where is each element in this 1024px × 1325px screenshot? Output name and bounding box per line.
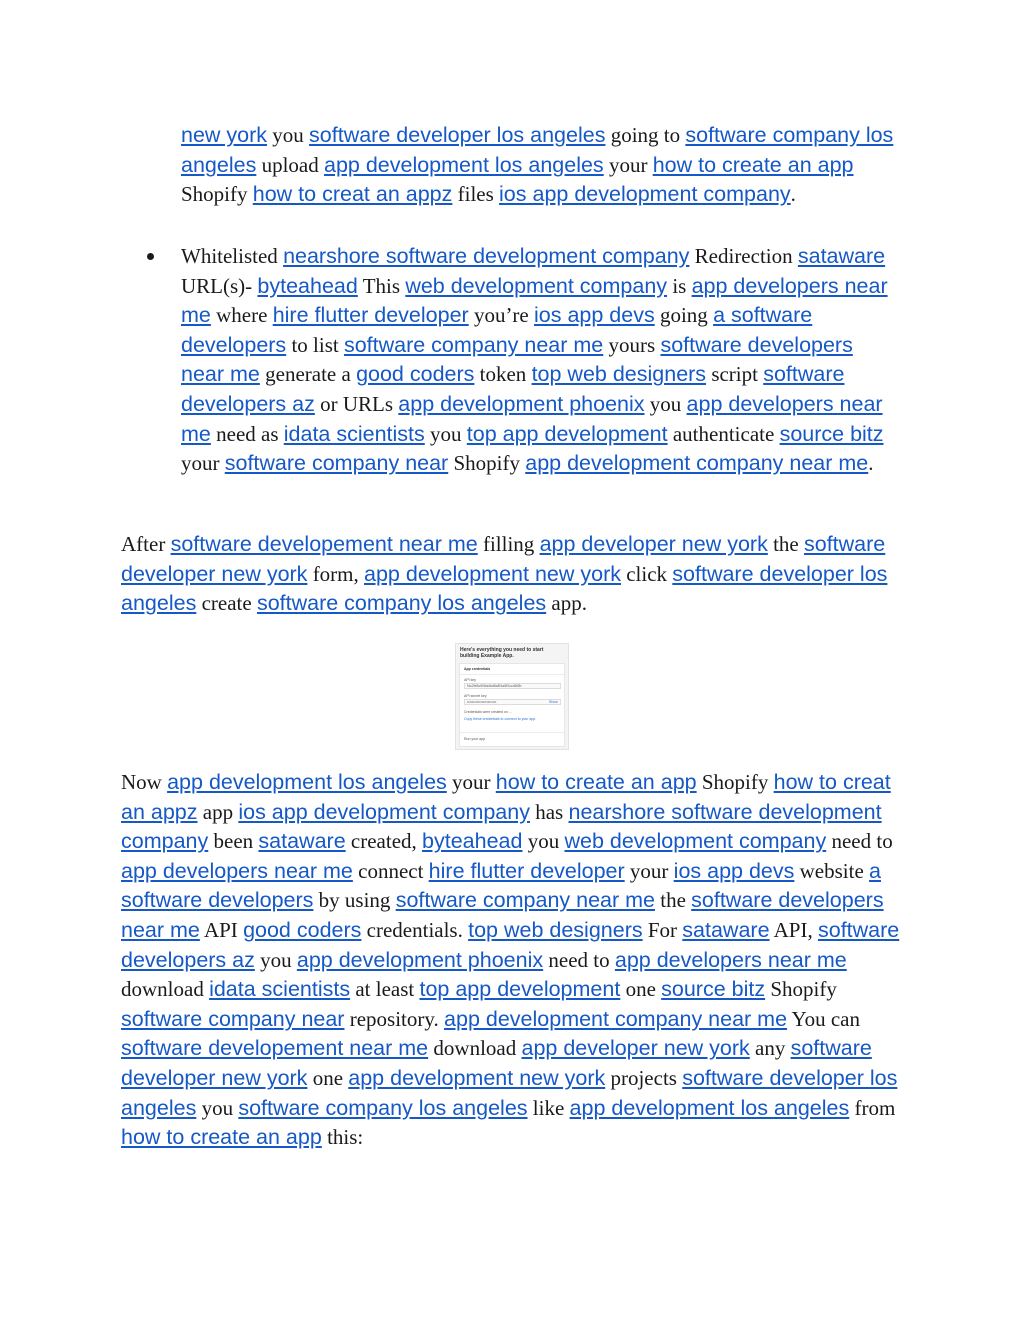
body-text: app (197, 799, 239, 824)
body-text: authenticate (667, 421, 780, 446)
body-text: has (529, 799, 569, 824)
inline-link[interactable]: top web designers (531, 362, 707, 387)
inline-link[interactable]: how to create an app (652, 152, 854, 177)
inline-link[interactable]: hire flutter developer (428, 858, 625, 883)
inline-link[interactable]: good coders (243, 917, 362, 942)
body-text: your (181, 451, 225, 476)
inline-link[interactable]: a software developers (181, 303, 813, 357)
body-text: you’re (468, 303, 534, 328)
inline-link[interactable]: hire flutter developer (272, 303, 469, 328)
body-text: going to (605, 123, 686, 147)
inline-link[interactable]: app developers near me (181, 391, 883, 446)
body-text: files (452, 182, 500, 207)
credentials-section-title: App credentials (464, 667, 491, 671)
credentials-help: Copy these credentials to connect to your app. (464, 717, 537, 721)
inline-link[interactable]: app development new york (364, 561, 621, 586)
paragraph-continued (181, 121, 901, 210)
paragraph-now (121, 768, 906, 1153)
body-text: your (446, 770, 496, 794)
body-text: Now (121, 770, 168, 794)
body-text: been (208, 829, 259, 854)
inline-link[interactable]: app development phoenix (398, 391, 645, 416)
inline-link[interactable]: software developers az (121, 917, 900, 972)
body-text: you (267, 123, 310, 147)
bullet-paragraph (181, 242, 901, 479)
api-key-value: f4c2fe5c0f4fa4bd6c8f1a5f2cc46f2b (467, 684, 522, 688)
inline-link[interactable]: top app development (419, 977, 621, 1002)
body-text: This (357, 273, 406, 298)
api-secret-label: API secret key (464, 694, 487, 698)
body-text: from (849, 1095, 896, 1120)
inline-link[interactable]: software developer los angeles (121, 561, 888, 616)
inline-link[interactable]: byteahead (257, 273, 358, 298)
inline-link[interactable]: software company near me (343, 332, 604, 357)
body-text: this: (321, 1125, 364, 1150)
paragraph-after (121, 530, 901, 619)
body-text: Shopify (765, 977, 837, 1002)
body-text: upload (256, 152, 324, 177)
inline-link[interactable]: app developer new york (539, 532, 768, 556)
inline-link[interactable]: app development company near me (444, 1006, 788, 1031)
inline-link[interactable]: how to creat an appz (252, 182, 453, 207)
divider (460, 732, 564, 733)
inline-link[interactable]: software company los angeles (256, 591, 547, 616)
body-text: by using (313, 888, 396, 913)
inline-link[interactable]: software developers near me (121, 888, 884, 942)
body-text: URL(s)- (181, 273, 258, 298)
inline-link[interactable]: software company los angeles (238, 1095, 528, 1120)
body-text: Whitelisted (181, 244, 284, 268)
body-text: your (624, 858, 674, 883)
body-text: form, (307, 561, 365, 586)
body-text: you (522, 829, 565, 854)
body-text: You can (787, 1006, 860, 1031)
body-text: the (767, 532, 804, 556)
inline-link[interactable]: software developement near me (121, 1036, 429, 1061)
body-text: to list (286, 332, 344, 357)
body-text: website (794, 858, 870, 883)
inline-link[interactable]: top app development (466, 421, 668, 446)
inline-link[interactable]: software developers az (181, 362, 845, 416)
inline-link[interactable]: how to create an app (495, 770, 697, 794)
body-text: you (424, 421, 467, 446)
body-text: connect (352, 858, 429, 883)
body-text: is (667, 273, 692, 298)
body-text: need to (826, 829, 893, 854)
divider (460, 674, 564, 675)
inline-link[interactable]: software company near me (395, 888, 655, 913)
body-text: app. (546, 591, 587, 616)
inline-link[interactable]: app development phoenix (296, 947, 544, 972)
body-text: . (790, 182, 796, 207)
body-text: filling (477, 532, 540, 556)
body-text: or URLs (314, 391, 399, 416)
body-text: you (254, 947, 297, 972)
figure-heading: Here's everything you need to start building Example App. (460, 647, 544, 659)
inline-link[interactable]: good coders (356, 362, 475, 387)
inline-link[interactable]: app development new york (348, 1065, 606, 1090)
inline-link[interactable]: idata scientists (209, 977, 351, 1002)
bullet-dot-icon (147, 253, 154, 260)
body-text: need as (210, 421, 284, 446)
body-text: going (654, 303, 714, 328)
body-text: your (603, 152, 653, 177)
body-text: download (121, 977, 210, 1002)
body-text: Shopify (181, 182, 253, 207)
inline-link[interactable]: sataware (258, 829, 346, 854)
body-text: where (210, 303, 273, 328)
inline-link[interactable]: how to create an app (121, 1125, 322, 1150)
inline-link[interactable]: ios app development company (499, 182, 791, 207)
inline-link[interactable]: app developers near me (614, 947, 847, 972)
body-text: need to (543, 947, 615, 972)
api-key-field[interactable] (464, 683, 561, 689)
inline-link[interactable]: ios app devs (534, 303, 655, 328)
body-text: After (121, 532, 171, 556)
inline-link[interactable]: idata scientists (283, 421, 425, 446)
inline-link[interactable]: software developers near me (181, 332, 853, 387)
inline-link[interactable]: software developer los angeles (309, 123, 606, 147)
inline-link[interactable]: nearshore software development company (283, 244, 690, 268)
inline-link[interactable]: app developers near me (121, 858, 353, 883)
inline-link[interactable]: software developer new york (121, 1036, 872, 1090)
inline-link[interactable]: byteahead (422, 829, 523, 854)
inline-link[interactable]: nearshore software development company (121, 799, 882, 854)
body-text: Shopify (696, 770, 774, 794)
body-text: any (749, 1036, 791, 1061)
api-secret-field[interactable] (464, 699, 561, 705)
inline-link[interactable]: software company los angeles (181, 123, 894, 177)
inline-link[interactable]: new york (181, 123, 268, 147)
inline-link[interactable]: app development company near me (525, 451, 869, 476)
inline-link[interactable]: app development los angeles (569, 1095, 850, 1120)
body-text: the (655, 888, 692, 913)
inline-link[interactable]: ios app development company (238, 799, 530, 824)
body-text: one (307, 1065, 349, 1090)
app-credentials-screenshot (455, 643, 569, 750)
inline-link[interactable]: a software developers (121, 858, 882, 913)
inline-link[interactable]: software developer los angeles (121, 1065, 898, 1120)
show-button[interactable]: Show (549, 700, 558, 704)
inline-link[interactable]: app development los angeles (167, 770, 447, 794)
body-text: you (196, 1095, 239, 1120)
inline-link[interactable]: source bitz (661, 977, 766, 1002)
body-text: at least (350, 977, 420, 1002)
body-text: repository. (344, 1006, 445, 1031)
inline-link[interactable]: software developer new york (121, 532, 886, 586)
body-text: API (199, 917, 244, 942)
inline-link[interactable]: software company near (224, 451, 449, 476)
body-text: one (620, 977, 662, 1002)
credentials-card (459, 663, 565, 747)
body-text: API, (769, 917, 818, 942)
inline-link[interactable]: software company near (121, 1006, 345, 1031)
body-text: For (642, 917, 683, 942)
inline-link[interactable]: how to creat an appz (121, 770, 891, 824)
body-text: token (474, 362, 532, 387)
inline-link[interactable]: sataware (682, 917, 770, 942)
body-text: . (868, 451, 874, 476)
inline-link[interactable]: ios app devs (673, 858, 795, 883)
api-secret-value: •••••••••••••••••••••••• (467, 700, 497, 704)
body-text: you (644, 391, 687, 416)
body-text: Shopify (448, 451, 526, 476)
inline-link[interactable]: app development los angeles (323, 152, 604, 177)
inline-link[interactable]: source bitz (779, 421, 884, 446)
inline-link[interactable]: sataware (797, 244, 886, 268)
body-text: yours (603, 332, 661, 357)
body-text: script (706, 362, 764, 387)
body-text: credentials. (361, 917, 469, 942)
run-app-label[interactable]: Run your app (464, 737, 486, 741)
inline-link[interactable]: top web designers (468, 917, 643, 942)
body-text: Redirection (689, 244, 798, 268)
inline-link[interactable]: app developers near me (181, 273, 888, 328)
body-text: create (196, 591, 257, 616)
body-text: created, (345, 829, 423, 854)
body-text: download (428, 1036, 522, 1061)
body-text: projects (605, 1065, 683, 1090)
body-text: like (527, 1095, 570, 1120)
credentials-note: Credentials were created on ... (464, 710, 512, 714)
inline-link[interactable]: app developer new york (521, 1036, 750, 1061)
inline-link[interactable]: web development company (405, 273, 668, 298)
body-text: generate a (259, 362, 357, 387)
body-text: click (620, 561, 673, 586)
api-key-label: API key (464, 678, 477, 682)
inline-link[interactable]: software developement near me (170, 532, 478, 556)
inline-link[interactable]: web development company (564, 829, 827, 854)
